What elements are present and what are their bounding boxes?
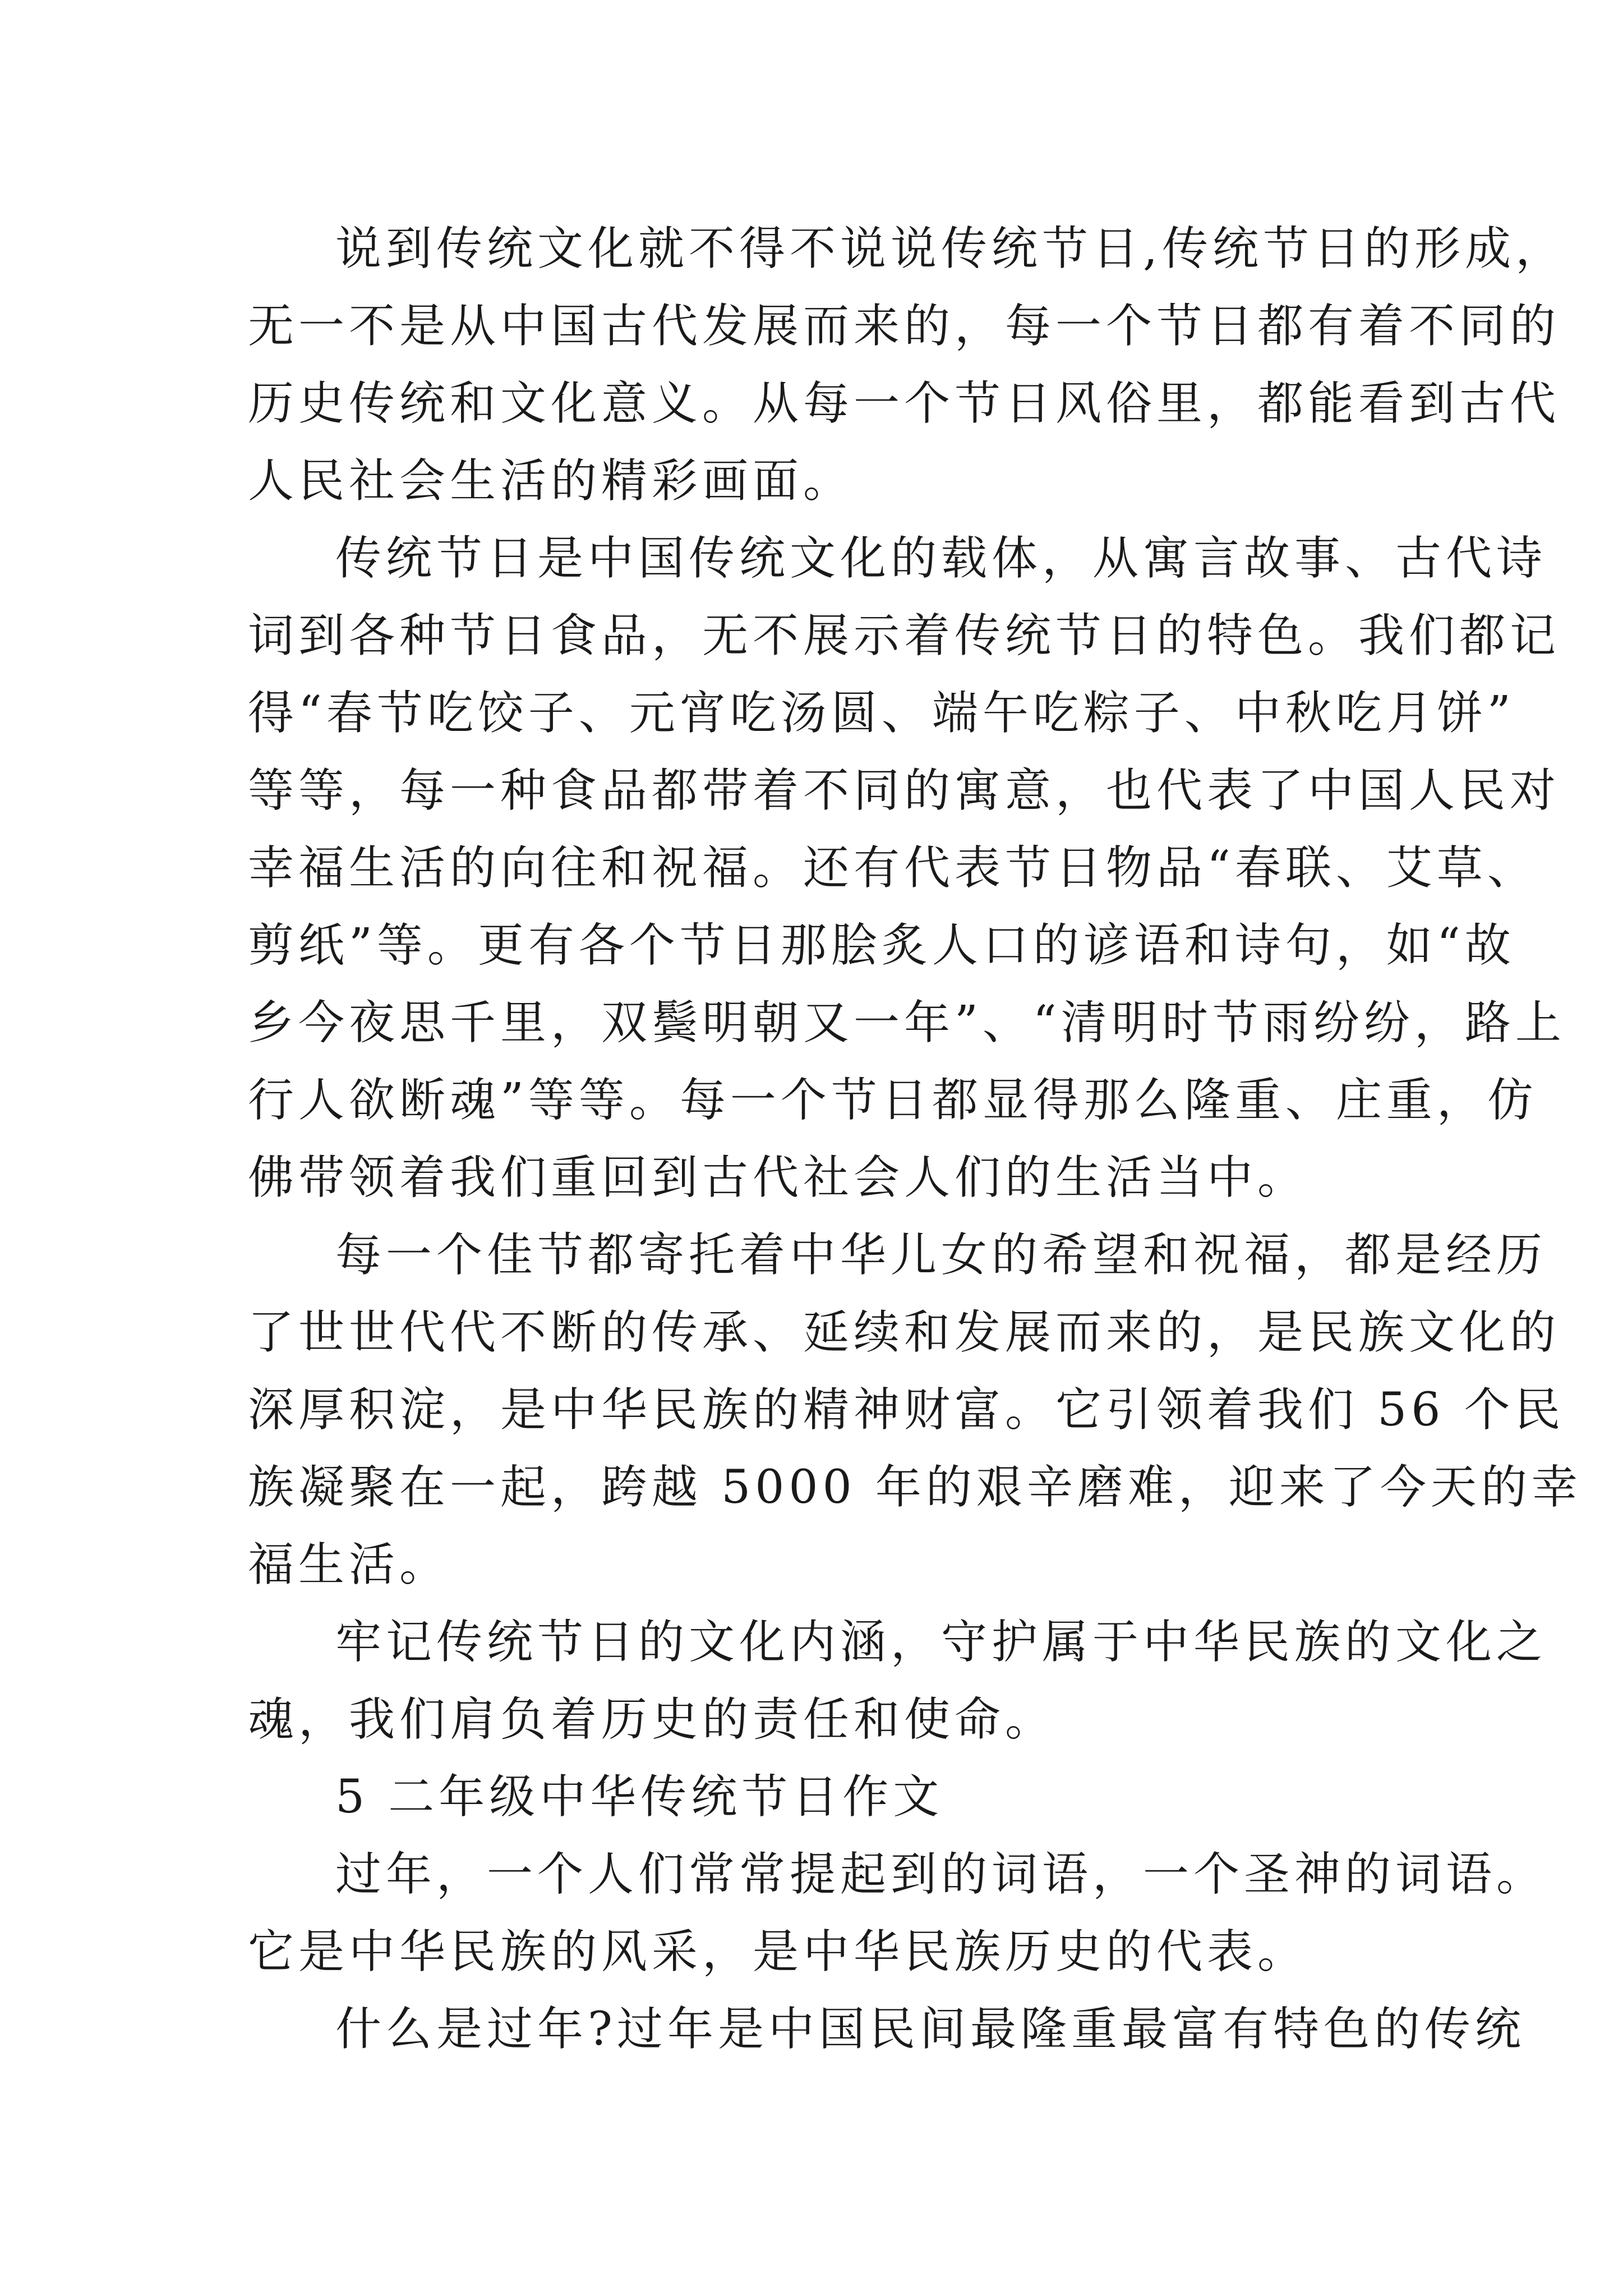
- text-line: 说到传统文化就不得不说说传统节日,传统节日的形成，: [335, 222, 1566, 275]
- text-line: 等等，每一种食品都带着不同的寓意，也代表了中国人民对: [248, 764, 1561, 817]
- text-line: 传统节日是中国传统文化的载体，从寓言故事、古代诗: [335, 532, 1547, 585]
- text-line: 得“春节吃饺子、元宵吃汤圆、端午吃粽子、中秋吃月饼”: [248, 687, 1515, 740]
- text-line: 剪纸”等。更有各个节日那脍炙人口的谚语和诗句，如“故: [248, 919, 1515, 972]
- text-line: 牢记传统节日的文化内涵，守护属于中华民族的文化之: [335, 1616, 1547, 1669]
- text-line: 每一个佳节都寄托着中华儿女的希望和祝福，都是经历: [335, 1228, 1547, 1282]
- text-line: 幸福生活的向往和祝福。还有代表节日物品“春联、艾草、: [248, 841, 1538, 895]
- text-line: 词到各种节日食品，无不展示着传统节日的特色。我们都记: [248, 609, 1561, 662]
- text-line: 魂，我们肩负着历史的责任和使命。: [248, 1693, 1056, 1746]
- text-line: 了世世代代不断的传承、延续和发展而来的，是民族文化的: [248, 1306, 1561, 1359]
- text-line: 乡今夜思千里，双鬓明朝又一年”、“清明时节雨纷纷，路上: [248, 996, 1566, 1050]
- text-line: 佛带领着我们重回到古代社会人们的生活当中。: [248, 1151, 1308, 1204]
- text-line: 什么是过年?过年是中国民间最隆重最富有特色的传统: [335, 2003, 1525, 2056]
- text-line: 福生活。: [248, 1538, 450, 1591]
- text-line: 历史传统和文化意义。从每一个节日风俗里，都能看到古代: [248, 377, 1561, 430]
- text-line: 行人欲断魂”等等。每一个节日都显得那么隆重、庄重，仿: [248, 1074, 1538, 1127]
- section-heading: 5 二年级中华传统节日作文: [335, 1770, 944, 1824]
- text-line: 人民社会生活的精彩画面。: [248, 454, 854, 508]
- text-line: 族凝聚在一起，跨越 5000 年的艰辛磨难，迎来了今天的幸: [248, 1461, 1582, 1514]
- text-line: 过年，一个人们常常提起到的词语，一个圣神的词语。: [335, 1848, 1547, 1901]
- text-line: 它是中华民族的风采，是中华民族历史的代表。: [248, 1925, 1308, 1978]
- text-line: 无一不是从中国古代发展而来的，每一个节日都有着不同的: [248, 300, 1561, 353]
- text-line: 深厚积淀，是中华民族的精神财富。它引领着我们 56 个民: [248, 1383, 1565, 1437]
